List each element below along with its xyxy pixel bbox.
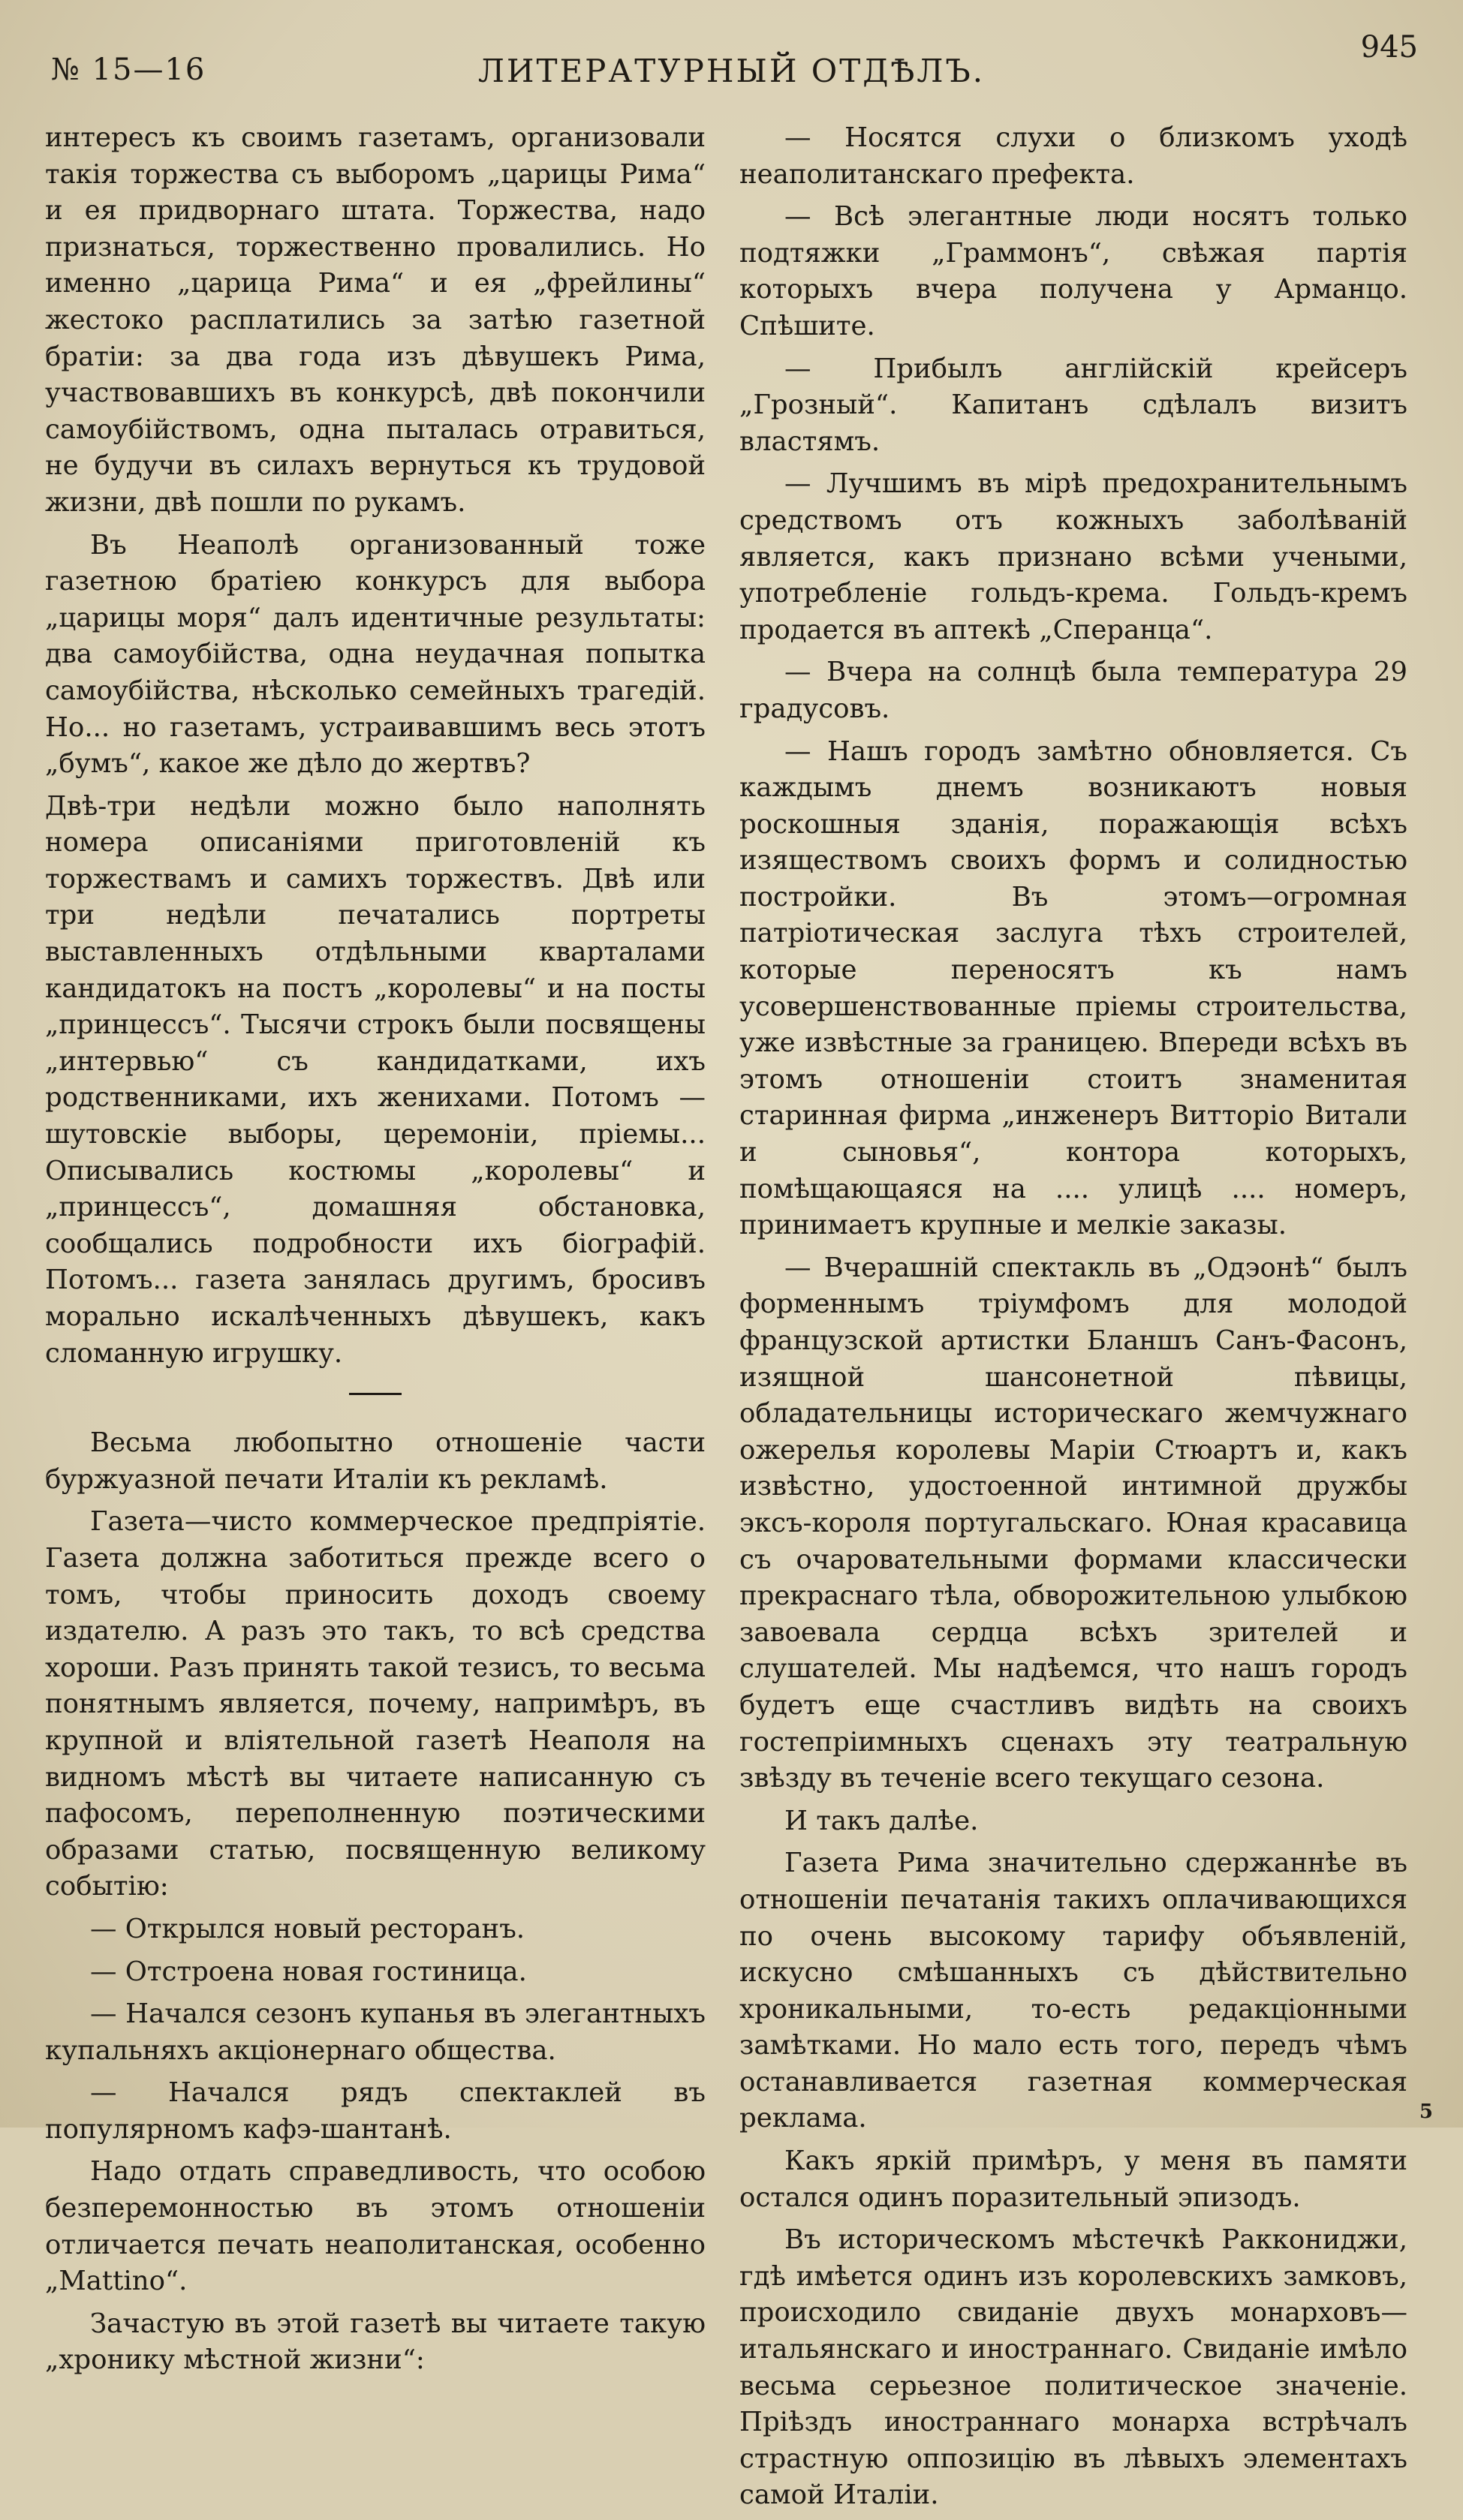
- paragraph: Зачастую въ этой газетѣ вы читаете такую „хронику мѣстной жизни“:: [45, 2308, 706, 2376]
- section-divider: [349, 1393, 402, 1395]
- paragraph: — Лучшимъ въ мірѣ предохранительнымъ средствомъ отъ кожныхъ заболѣваній является, какъ признано всѣми учеными, употребленіе гольдъ-крема. Гольдъ-кремъ продается въ аптекѣ „Сперанца“.: [739, 468, 1407, 645]
- paragraph: Надо отдать справедливость, что особою безперемонностью въ этомъ отношеніи отличается печать неаполитанская, особенно „Mattino“.: [45, 2156, 706, 2297]
- paragraph: — Вчера на солнцѣ была температура 29 градусовъ.: [739, 657, 1407, 724]
- paragraph: Какъ яркій примѣръ, у меня въ памяти остался одинъ поразительный эпизодъ.: [739, 2146, 1407, 2213]
- paragraph: Двѣ-три недѣли можно было наполнять номера описаніями приготовленій къ торжествамъ и самихъ торжествъ. Двѣ или три недѣли печатались портреты выставленныхъ отдѣльными кварталами кандидатокъ на постъ „королевы“ и на посты „принцессъ“. Тысячи строкъ были посвящены „интервью“ съ кандидатками, ихъ родственниками, ихъ женихами. Потомъ — шутовскіе выборы, церемоніи, пріемы... Описывались костюмы „королевы“ и „принцессъ“, домашняя обстановка, сообщались подробности ихъ біографій. Потомъ... газета занялась другимъ, бросивъ морально искалѣченныхъ дѣвушекъ, какъ сломанную игрушку.: [45, 790, 706, 1369]
- paragraph: — Вчерашній спектакль въ „Одэонѣ“ былъ форменнымъ тріумфомъ для молодой французской артистки Бланшъ Санъ-Фасонъ, изящной шансонетной пѣвицы, обладательницы историческаго жемчужнаго ожерелья королевы Маріи Стюартъ и, какъ извѣстно, удостоенной интимной дружбы эксъ-короля португальскаго. Юная красавица съ очаровательными формами классически прекраснаго тѣла, обворожительною улыбкою завоевала сердца всѣхъ зрителей и слушателей. Мы надѣемся, что нашъ городъ будетъ еще счастливъ видѣть на своихъ гостепріимныхъ сценахъ эту театральную звѣзду въ теченіе всего текущаго сезона.: [739, 1252, 1407, 1794]
- paragraph: Газета Рима значительно сдержаннѣе въ отношеніи печатанія такихъ оплачивающихся по очень высокому тарифу объявленій, искусно смѣшанныхъ съ дѣйствительно хроникальными, то-есть редакціонными замѣтками. Но мало есть того, передъ чѣмъ останавливается газетная коммерческая реклама.: [739, 1848, 1407, 2134]
- paragraph: И такъ далѣе.: [784, 1805, 979, 1836]
- issue-number: № 15—16: [51, 53, 206, 87]
- paragraph: — Начался рядъ спектаклей въ популярномъ кафэ-шантанѣ.: [45, 2077, 706, 2145]
- paragraph: интересъ къ своимъ газетамъ, организовали такія торжества съ выборомъ „царицы Рима“ и ея придворнаго штата. Торжества, надо признаться, торжественно провалились. Но именно „царица Рима“ и ея „фрейлины“ жестоко расплатились за затѣю газетной братіи: за два года изъ дѣвушекъ Рима, участвовавшихъ въ конкурсѣ, двѣ покончили самоубійствомъ, одна пыталась отравиться, не будучи въ силахъ вернуться къ трудовой жизни, двѣ пошли по рукамъ.: [45, 122, 706, 518]
- signature-mark: 5: [1419, 2101, 1433, 2123]
- paragraph: — Прибылъ англійскій крейсеръ „Грозный“. Капитанъ сдѣлалъ визитъ властямъ.: [739, 353, 1407, 457]
- paragraph: Въ Неаполѣ организованный тоже газетною братіею конкурсъ для выбора „царицы моря“ далъ идентичные результаты: два самоубійства, одна неудачная попытка самоубійства, нѣсколько семейныхъ трагедій. Но... но газетамъ, устраивавшимъ весь этотъ „бумъ“, какое же дѣло до жертвъ?: [45, 529, 706, 780]
- paragraph: Въ историческомъ мѣстечкѣ Раккониджи, гдѣ имѣется одинъ изъ королевскихъ замковъ, происходило свиданіе двухъ монарховъ—итальянскаго и иностраннаго. Свиданіе имѣло весьма серьезное политическое значеніе. Пріѣздъ иностраннаго монарха встрѣчалъ страстную оппозицію въ лѣвыхъ элементахъ самой Италіи.: [739, 2224, 1407, 2511]
- paragraph: — Отстроена новая гостиница.: [90, 1956, 527, 1987]
- right-column: [739, 120, 1407, 2520]
- page-number: 945: [1360, 30, 1418, 65]
- page-header: [45, 30, 1418, 98]
- paragraph: — Носятся слухи о близкомъ уходѣ неаполитанскаго префекта.: [739, 122, 1407, 190]
- left-column: [45, 120, 706, 2385]
- paragraph: — Нашъ городъ замѣтно обновляется. Съ каждымъ днемъ возникаютъ новыя роскошныя зданія, поражающія всѣхъ изяществомъ своихъ формъ и солидностью постройки. Въ этомъ—огромная патріотическая заслуга тѣхъ строителей, которые переносятъ къ намъ усовершенствованные пріемы строительства, уже извѣстные за границею. Впереди всѣхъ въ этомъ отношеніи стоитъ знаменитая старинная фирма „инженеръ Витторіо Витали и сыновья“, контора которыхъ, помѣщающаяся на .... улицѣ .... номеръ, принимаетъ крупные и мелкіе заказы.: [739, 735, 1407, 1241]
- paragraph: — Всѣ элегантные люди носятъ только подтяжки „Граммонъ“, свѣжая партія которыхъ вчера получена у Арманцо. Спѣшите.: [739, 201, 1407, 341]
- paragraph: — Начался сезонъ купанья въ элегантныхъ купальняхъ акціонернаго общества.: [45, 1998, 706, 2066]
- paragraph: — Открылся новый ресторанъ.: [90, 1913, 525, 1944]
- paragraph: Газета—чисто коммерческое предпріятіе. Газета должна заботиться прежде всего о томъ, чтобы приносить доходъ своему издателю. А разъ это такъ, то всѣ средства хороши. Разъ принять такой тезисъ, то весьма понятнымъ является, почему, напримѣръ, въ крупной и вліятельной газетѣ Неаполя на видномъ мѣстѣ вы читаете написанную съ пафосомъ, переполненную поэтическими образами статью, посвященную великому событію:: [45, 1506, 706, 1902]
- section-title: ЛИТЕРАТУРНЫЙ ОТДѢЛЪ.: [477, 53, 986, 89]
- paragraph: Весьма любопытно отношеніе части буржуазной печати Италіи къ рекламѣ.: [45, 1427, 706, 1495]
